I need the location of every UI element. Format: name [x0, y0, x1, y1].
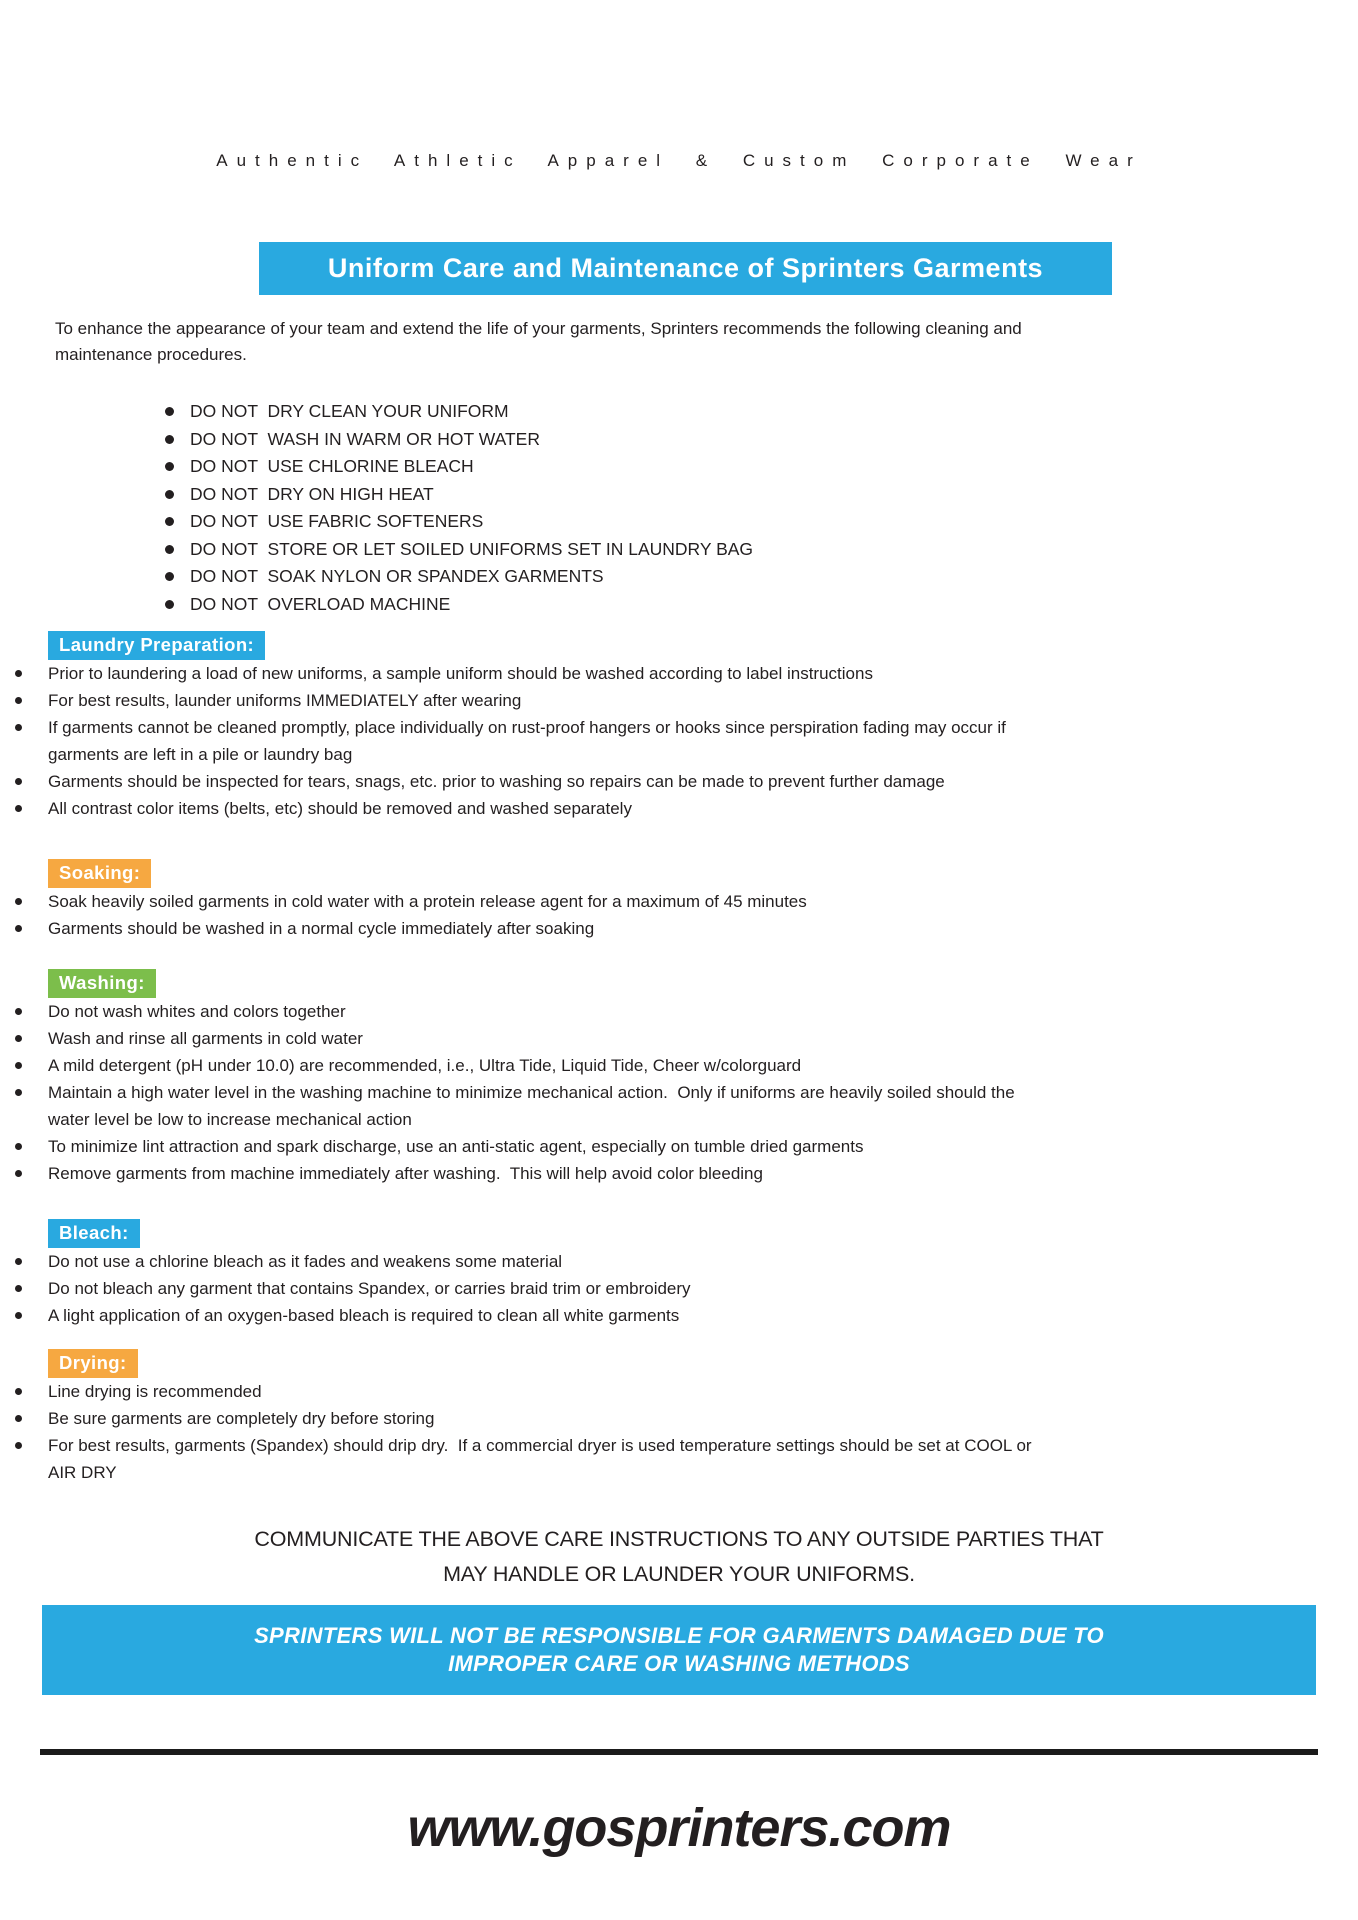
- list-item: Wash and rinse all garments in cold water: [48, 1025, 1033, 1052]
- section-label-soaking: Soaking:: [48, 859, 151, 888]
- donot-item: DO NOT STORE OR LET SOILED UNIFORMS SET IN LAUNDRY BAG: [190, 536, 950, 564]
- list-item: For best results, garments (Spandex) should drip dry. If a commercial dryer is used temperature settings should be set at COOL or AIR DRY: [48, 1432, 1033, 1486]
- list-item: Garments should be inspected for tears, snags, etc. prior to washing so repairs can be made to prevent further damage: [48, 768, 1033, 795]
- section-label-bleach: Bleach:: [48, 1219, 140, 1248]
- footer-website-url: www.gosprinters.com: [407, 1798, 951, 1858]
- list-item: Do not bleach any garment that contains Spandex, or carries braid trim or embroidery: [48, 1275, 1033, 1302]
- list-item: A mild detergent (pH under 10.0) are recommended, i.e., Ultra Tide, Liquid Tide, Cheer w/colorguard: [48, 1052, 1033, 1079]
- list-item: Do not use a chlorine bleach as it fades and weakens some material: [48, 1248, 1033, 1275]
- section-laundry-preparation: [48, 631, 1328, 822]
- section-bleach: [48, 1219, 1328, 1329]
- footer-divider: [40, 1749, 1318, 1755]
- title-banner: [259, 242, 1112, 295]
- liability-line1: SPRINTERS WILL NOT BE RESPONSIBLE FOR GARMENTS DAMAGED DUE TO: [254, 1623, 1104, 1648]
- list-item: For best results, launder uniforms IMMEDIATELY after wearing: [48, 687, 1033, 714]
- list-item: All contrast color items (belts, etc) should be removed and washed separately: [48, 795, 1033, 822]
- drying-list: [48, 1378, 1036, 1486]
- page-title: Uniform Care and Maintenance of Sprinters Garments: [327, 253, 1044, 283]
- bleach-list: [48, 1248, 1033, 1329]
- section-label-drying: Drying:: [48, 1349, 138, 1378]
- donot-item: DO NOT OVERLOAD MACHINE: [190, 591, 950, 619]
- list-item: Prior to laundering a load of new uniforms, a sample uniform should be washed according to label instructions: [48, 660, 1033, 687]
- section-drying: [48, 1349, 1328, 1486]
- washing-list: [48, 998, 1033, 1187]
- list-item: Soak heavily soiled garments in cold water with a protein release agent for a maximum of 45 minutes: [48, 888, 1033, 915]
- communicate-line1: COMMUNICATE THE ABOVE CARE INSTRUCTIONS TO ANY OUTSIDE PARTIES THAT: [254, 1527, 1104, 1551]
- list-item: A light application of an oxygen-based bleach is required to clean all white garments: [48, 1302, 1033, 1329]
- list-item: Garments should be washed in a normal cycle immediately after soaking: [48, 915, 1033, 942]
- liability-banner: [42, 1605, 1316, 1695]
- header-tagline: Authentic Athletic Apparel & Custom Corporate Wear: [216, 151, 1142, 170]
- communicate-line2: MAY HANDLE OR LAUNDER YOUR UNIFORMS.: [443, 1562, 915, 1586]
- section-washing: [48, 969, 1328, 1187]
- list-item: If garments cannot be cleaned promptly, place individually on rust-proof hangers or hooks since perspiration fading may occur if garments are left in a pile or laundry bag: [48, 714, 1033, 768]
- donot-item: DO NOT SOAK NYLON OR SPANDEX GARMENTS: [190, 563, 950, 591]
- section-label-laundry-preparation: Laundry Preparation:: [48, 631, 265, 660]
- list-item: Line drying is recommended: [48, 1378, 1033, 1405]
- list-item: Be sure garments are completely dry before storing: [48, 1405, 1033, 1432]
- donot-item: DO NOT DRY CLEAN YOUR UNIFORM: [190, 398, 950, 426]
- donot-item: DO NOT DRY ON HIGH HEAT: [190, 481, 950, 509]
- donot-item: DO NOT USE FABRIC SOFTENERS: [190, 508, 950, 536]
- list-item: To minimize lint attraction and spark discharge, use an anti-static agent, especially on tumble dried garments: [48, 1133, 1033, 1160]
- intro-paragraph: To enhance the appearance of your team and extend the life of your garments, Sprinters recommends the following cleaning and maintenance procedures.: [55, 319, 1022, 364]
- list-item: Maintain a high water level in the washing machine to minimize mechanical action. Only if uniforms are heavily soiled should the water level be low to increase mechanical action: [48, 1079, 1033, 1133]
- soaking-list: [48, 888, 1033, 942]
- list-item: Remove garments from machine immediately after washing. This will help avoid color bleeding: [48, 1160, 1033, 1187]
- communicate-notice: [0, 1522, 1358, 1592]
- list-item: Do not wash whites and colors together: [48, 998, 1033, 1025]
- laundry-preparation-list: [48, 660, 1033, 822]
- donot-item: DO NOT USE CHLORINE BLEACH: [190, 453, 950, 481]
- donot-item: DO NOT WASH IN WARM OR HOT WATER: [190, 426, 950, 454]
- section-soaking: [48, 859, 1328, 942]
- donot-list: [190, 398, 950, 618]
- liability-line2: IMPROPER CARE OR WASHING METHODS: [448, 1651, 910, 1676]
- section-label-washing: Washing:: [48, 969, 156, 998]
